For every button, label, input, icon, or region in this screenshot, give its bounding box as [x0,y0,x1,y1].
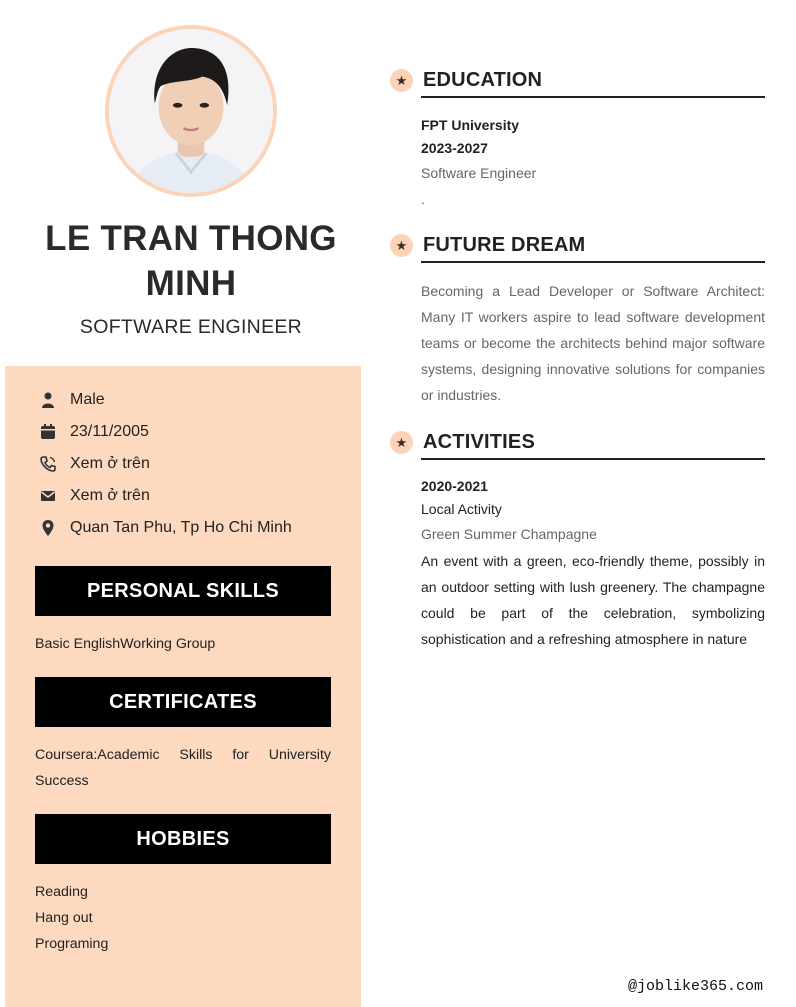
future-dream-text: Becoming a Lead Developer or Software Architect: Many IT workers aspire to lead software development teams or become the architects behind major software systems, designing innovative solutions for companies or industries. [421,283,765,403]
hobbies-heading: HOBBIES [35,814,331,864]
info-phone [37,448,337,480]
section-divider [421,458,765,460]
activity-description: An event with a green, eco-friendly theme, possibly in an outdoor setting with lush greenery. The champagne could be part of the celebration, symbolizing sophistication and a refreshing atmosphere in nature [421,553,765,647]
info-address [37,512,337,544]
star-icon: ★ [390,69,413,92]
phone-icon [37,454,58,475]
activity-organization: Green Summer Champagne [421,526,597,542]
education-major: Software Engineer [421,165,537,181]
certificates-heading: CERTIFICATES [35,677,331,727]
info-gender-text: Male [70,391,105,408]
location-icon [37,518,58,539]
info-email-text: Xem ở trên [70,487,150,504]
list-item: Hang out [35,910,93,926]
future-dream-heading: FUTURE DREAM [423,234,586,256]
info-email [37,480,337,512]
education-note: . [421,191,425,207]
person-icon [37,390,58,411]
activities-heading: ACTIVITIES [423,431,536,453]
personal-skills-text: Basic EnglishWorking Group [35,636,216,652]
profile-photo [109,29,273,193]
future-dream-section-title [390,234,585,257]
section-divider [421,96,765,98]
activities-section-title [390,431,535,454]
mail-icon [37,486,58,507]
education-heading: EDUCATION [423,69,543,91]
education-entry [421,114,765,212]
activity-years: 2020-2021 [421,478,488,494]
info-phone-text: Xem ở trên [70,455,150,472]
hobbies-list [35,879,331,957]
section-divider [421,261,765,263]
info-address-text: Quan Tan Phu, Tp Ho Chi Minh [70,519,292,536]
certificates-text: Coursera:Academic Skills for University Success [35,747,331,789]
calendar-icon [37,422,58,443]
star-icon: ★ [390,234,413,257]
list-item: Reading [35,884,88,900]
list-item: Programing [35,936,109,952]
activity-entry [421,476,765,652]
info-gender [37,384,337,416]
avatar [105,25,277,197]
info-birthdate [37,416,337,448]
star-icon: ★ [390,431,413,454]
education-section-title [390,69,542,92]
candidate-title: SOFTWARE ENGINEER [79,316,303,338]
contact-info-list [37,384,337,544]
activity-role: Local Activity [421,501,502,517]
info-birthdate-text: 23/11/2005 [70,423,149,440]
personal-skills-heading: PERSONAL SKILLS [35,566,331,616]
education-years: 2023-2027 [421,140,488,156]
education-school: FPT University [421,117,520,133]
candidate-name: LE TRAN THONG MINH [45,219,337,303]
watermark: @joblike365.com [628,978,764,995]
